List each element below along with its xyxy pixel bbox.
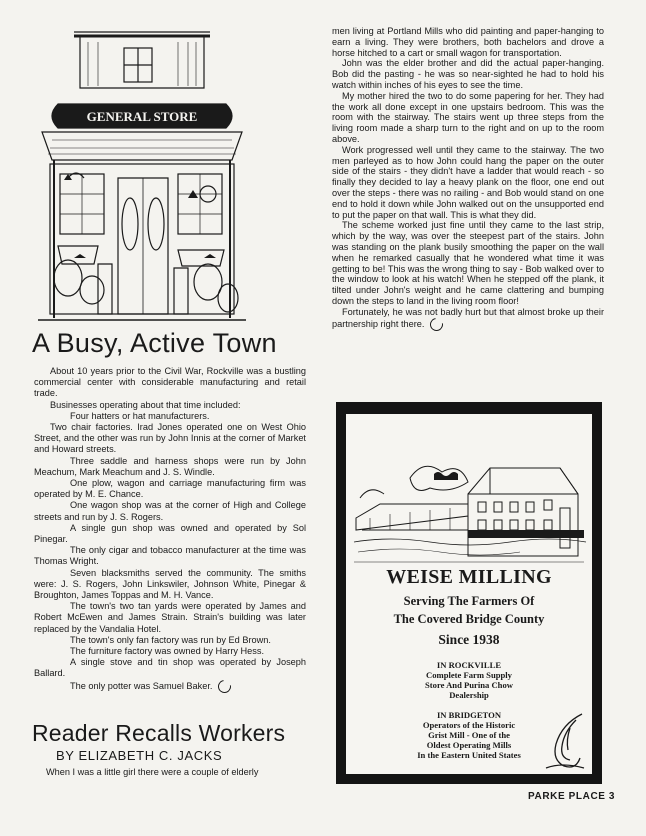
weise-milling-advertisement	[336, 402, 602, 784]
scroll-flourish-icon	[542, 710, 588, 772]
paragraph: The only cigar and tobacco manufacturer at the time was Thomas Wright.	[34, 545, 306, 567]
ad-panel	[346, 414, 592, 774]
paragraph: The town's only fan factory was run by Ed Brown.	[70, 634, 271, 645]
paragraph: The scheme worked just fine until they came to the last strip, which by the way, was over the steepest part of the stairs. John was standing on the plank busily smoothing the paper on the wall when he remarked casually that he wondered what time it was getting to be! This was the wrong thing to say - Bob walked over to the window to look at his watch! When he stepped off the plank, it tilted under John's weight and he came clattering and bumping down the steps to land in the living room floor!	[332, 220, 604, 306]
ad-detail-line: Store And Purina Chow	[425, 680, 513, 690]
mill-illustration	[350, 438, 588, 568]
ad-tagline: Serving The Farmers Of	[403, 594, 535, 608]
paragraph: One wagon shop was at the corner of High and College streets and run by J. S. Rogers.	[34, 500, 306, 522]
paragraph: Two chair factories. Irad Jones operated one on West Ohio Street, and the other was run by John Innis at the corner of Market and Howard streets.	[34, 422, 306, 455]
ad-bridgeton	[376, 710, 562, 760]
end-of-story-icon	[216, 677, 234, 695]
paragraph: Businesses operating about that time included:	[50, 399, 241, 410]
ad-detail-line: Operators of the Historic	[422, 720, 516, 730]
article-headline: Reader Recalls Workers	[32, 720, 286, 746]
ad-detail-line: Grist Mill - One of the	[428, 730, 510, 740]
paragraph: The furniture factory was owned by Harry Hess.	[70, 646, 265, 657]
paragraph: The town's two tan yards were operated by James and Robert McEwen and James Strain. Strain's building was later replaced by the Vandalia Hotel.	[34, 601, 306, 634]
paragraph: men living at Portland Mills who did painting and paper-hanging to earn a living. They were brothers, both bachelors and drove a horse hitched to a cart or small wagon for transportation.	[332, 26, 604, 58]
paragraph: When I was a little girl there were a couple of elderly	[46, 767, 259, 777]
ad-rockville	[376, 660, 562, 700]
paragraph: One plow, wagon and carriage manufacturing firm was operated by M. E. Chance.	[34, 478, 306, 500]
ad-detail-line: Complete Farm Supply	[426, 670, 512, 680]
ad-location-heading: IN BRIDGETON	[436, 710, 502, 720]
article-headline: A Busy, Active Town	[32, 328, 277, 358]
article-body	[34, 366, 306, 693]
paragraph: A single gun shop was owned and operated by Sol Pinegar.	[34, 522, 306, 545]
byline: BY ELIZABETH C. JACKS	[56, 748, 223, 763]
end-of-story-icon	[428, 315, 446, 333]
paragraph: A single stove and tin shop was operated by Joseph Ballard.	[34, 657, 306, 679]
store-sign-text: GENERAL STORE	[86, 109, 198, 124]
ad-tagline: The Covered Bridge County	[393, 612, 545, 626]
general-store-illustration	[28, 28, 256, 328]
ad-location-heading: IN ROCKVILLE	[436, 660, 502, 670]
paragraph: About 10 years prior to the Civil War, Rockville was a bustling commercial center with considerable manufacturing and retail trade.	[34, 366, 306, 399]
paragraph: My mother hired the two to do some papering for her. They had the work all done except in one upstairs bedroom. This was the room with the stairway. The stairs went up three steps from the living room made a sharp turn to the right and on up to the room above.	[332, 90, 604, 144]
paragraph: Three saddle and harness shops were run by John Meachum, Mark Meachum and J. S. Windle.	[34, 455, 306, 477]
ad-title: WEISE MILLING	[386, 566, 552, 588]
ad-since: Since 1938	[438, 632, 500, 647]
paragraph: Seven blacksmiths served the community. The smiths were: J. S. Rogers, John Linkswiler, Johnson White, Pinegar & Broughton, James Toppas and M. H. Vance.	[34, 567, 306, 601]
paragraph-last	[332, 307, 604, 331]
paragraph: John was the elder brother and did the actual paper-hanging. Bob did the pasting - he was so near-sighted he had to hold his watch within inches of his eyes to see the time.	[332, 58, 604, 90]
article-body-continued	[332, 26, 604, 331]
page-footer: PARKE PLACE 3	[528, 791, 616, 802]
ad-detail-line: Dealership	[449, 690, 489, 700]
ad-detail-line: Oldest Operating Mills	[426, 740, 512, 750]
paragraph-text: The only potter was Samuel Baker.	[70, 680, 213, 691]
paragraph-text: Fortunately, he was not badly hurt but that almost broke up their partnership right there.	[332, 306, 604, 329]
ad-detail-line: In the Eastern United States	[417, 750, 521, 760]
paragraph: Four hatters or hat manufacturers.	[70, 410, 210, 421]
paragraph: Work progressed well until they came to the stairway. The two men parleyed as to how John could hang the paper on the outer side of the stairs - they didn't have a ladder that would reach - so finally they decided to lay a heavy plank on the floor, one end out over the steps - there was no railing - and Bob would stand on one end to hold it down while John walked out on the unsupported end to put the paper on that wall. This is what they did.	[332, 144, 604, 220]
paragraph-last	[34, 680, 306, 693]
